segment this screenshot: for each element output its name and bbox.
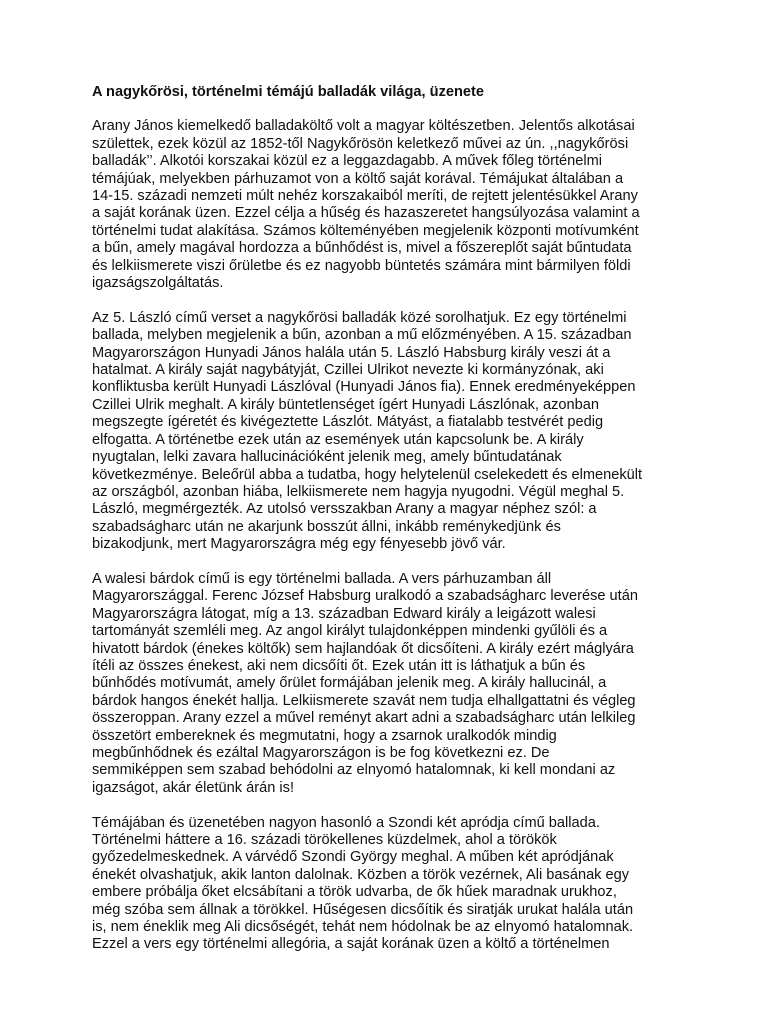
paragraph-walesi-bardok: A walesi bárdok című is egy történelmi ballada. A vers párhuzamban áll Magyarországgal. Ferenc József Habsburg uralkodó a szabadságharc leverése után Magyarországra látogat, míg a 13. században Edward király a leigázott walesi tartományát szemléli meg. Az angol királyt tulajdonképpen mindenki gyűlöli és a hivatott bárdok (énekes költők) sem hajlandóak őt dicsőíteni. A király ezért máglyára ítéli az összes énekest, aki nem dicsőíti őt. Ezek után itt is láthatjuk a bűn és bűnhődés motívumát, amely őrület formájában jelenik meg. A király hallucinál, a bárdok hangos énekét hallja. Lelkiismerete szavát nem tudja elhallgattatni és végleg összeroppan. Arany ezzel a művel reményt akart adni a szabadságharc után lelkileg összetört embereknek és megmutatni, hogy a zsarnok uralkodók mindig megbűnhődnek és ezáltal Magyarországon is be fog következni ez. De semmiképpen sem szabad behódolni az elnyomó hatalomnak, ki kell mondani az igazságot, akár életünk árán is!: [92, 570, 638, 796]
document-body: [92, 84, 682, 971]
paragraph-v-laszlo: Az 5. László című verset a nagykőrösi balladák közé sorolhatjuk. Ez egy történelmi ballada, melyben megjelenik a bűn, azonban a mű előzményében. A 15. században Magyarországon Hunyadi János halála után 5. László Habsburg király veszi át a hatalmat. A király saját nagybátyját, Czillei Ulrikot nevezte ki kormányzónak, aki konfliktusba került Hunyadi Lászlóval (Hunyadi János fia). Ennek eredményeképpen Czillei Ulrik meghalt. A király büntetlenséget ígért Hunyadi Lászlónak, azonban megszegte ígéretét és kivégeztette Lászlót. Mátyást, a fiatalabb testvérét pedig elfogatta. A történetbe ezek után az események után kapcsolunk be. A király nyugtalan, lelki zavara hallucinációként jelenik meg, amely bűntudatának következménye. Beleőrül abba a tudatba, hogy helytelenül cselekedett és elmenekült az országból, azonban hiába, lelkiismerete nem hagyja nyugodni. Végül meghal 5. László, megmérgezték. Az utolsó versszakban Arany a magyar néphez szól: a szabadságharc után ne akarjunk bosszút állni, inkább reménykedjünk és bizakodjunk, mert Magyarországra még egy fényesebb jövő vár.: [92, 309, 643, 553]
paragraph-szondi: Témájában és üzenetében nagyon hasonló a Szondi két apródja című ballada. Történelmi háttere a 16. századi törökellenes küzdelmek, ahol a törökök győzedelmeskednek. A várvédő Szondi György meghal. A műben két apródjának énekét olvashatjuk, akik lanton dalolnak. Közben a török vezérnek, Ali basának egy embere próbálja őket elcsábítani a török udvarba, de ők hűek maradnak urukhoz, még szóba sem állnak a törökkel. Hűségesen dicsőítik és siratják urukat halála után is, nem éneklik meg Ali dicsőségét, tehát nem hódolnak be az elnyomó hatalomnak. Ezzel a vers egy történelmi allegória, a saját korának üzen a költő a történelmen: [92, 814, 634, 953]
document-title: A nagykőrösi, történelmi témájú balladák világa, üzenete: [92, 84, 484, 100]
paragraph-intro: Arany János kiemelkedő balladaköltő volt a magyar költészetben. Jelentős alkotásai születtek, ezek közül az 1852-től Nagykőrösön keletkező művei az ún. ,,nagykőrösi balladák’’. Alkotói korszakai közül ez a leggazdagabb. A művek főleg történelmi témájúak, melyekben párhuzamot von a költő saját korával. Témájukat általában a 14-15. századi nemzeti múlt nehéz korszakaiból meríti, de rejtett jelentésükkel Arany a saját korának üzen. Ezzel célja a hűség és hazaszeretet hangsúlyozása valamint a történelmi tudat alakítása. Számos költeményében megjelenik központi motívumként a bűn, amely magával hordozza a bűnhődést is, mivel a főszereplőt saját bűntudata és lelkiismerete viszi őrületbe és ez nagyobb büntetés számára mint bármilyen földi igazságszolgáltatás.: [92, 118, 640, 292]
